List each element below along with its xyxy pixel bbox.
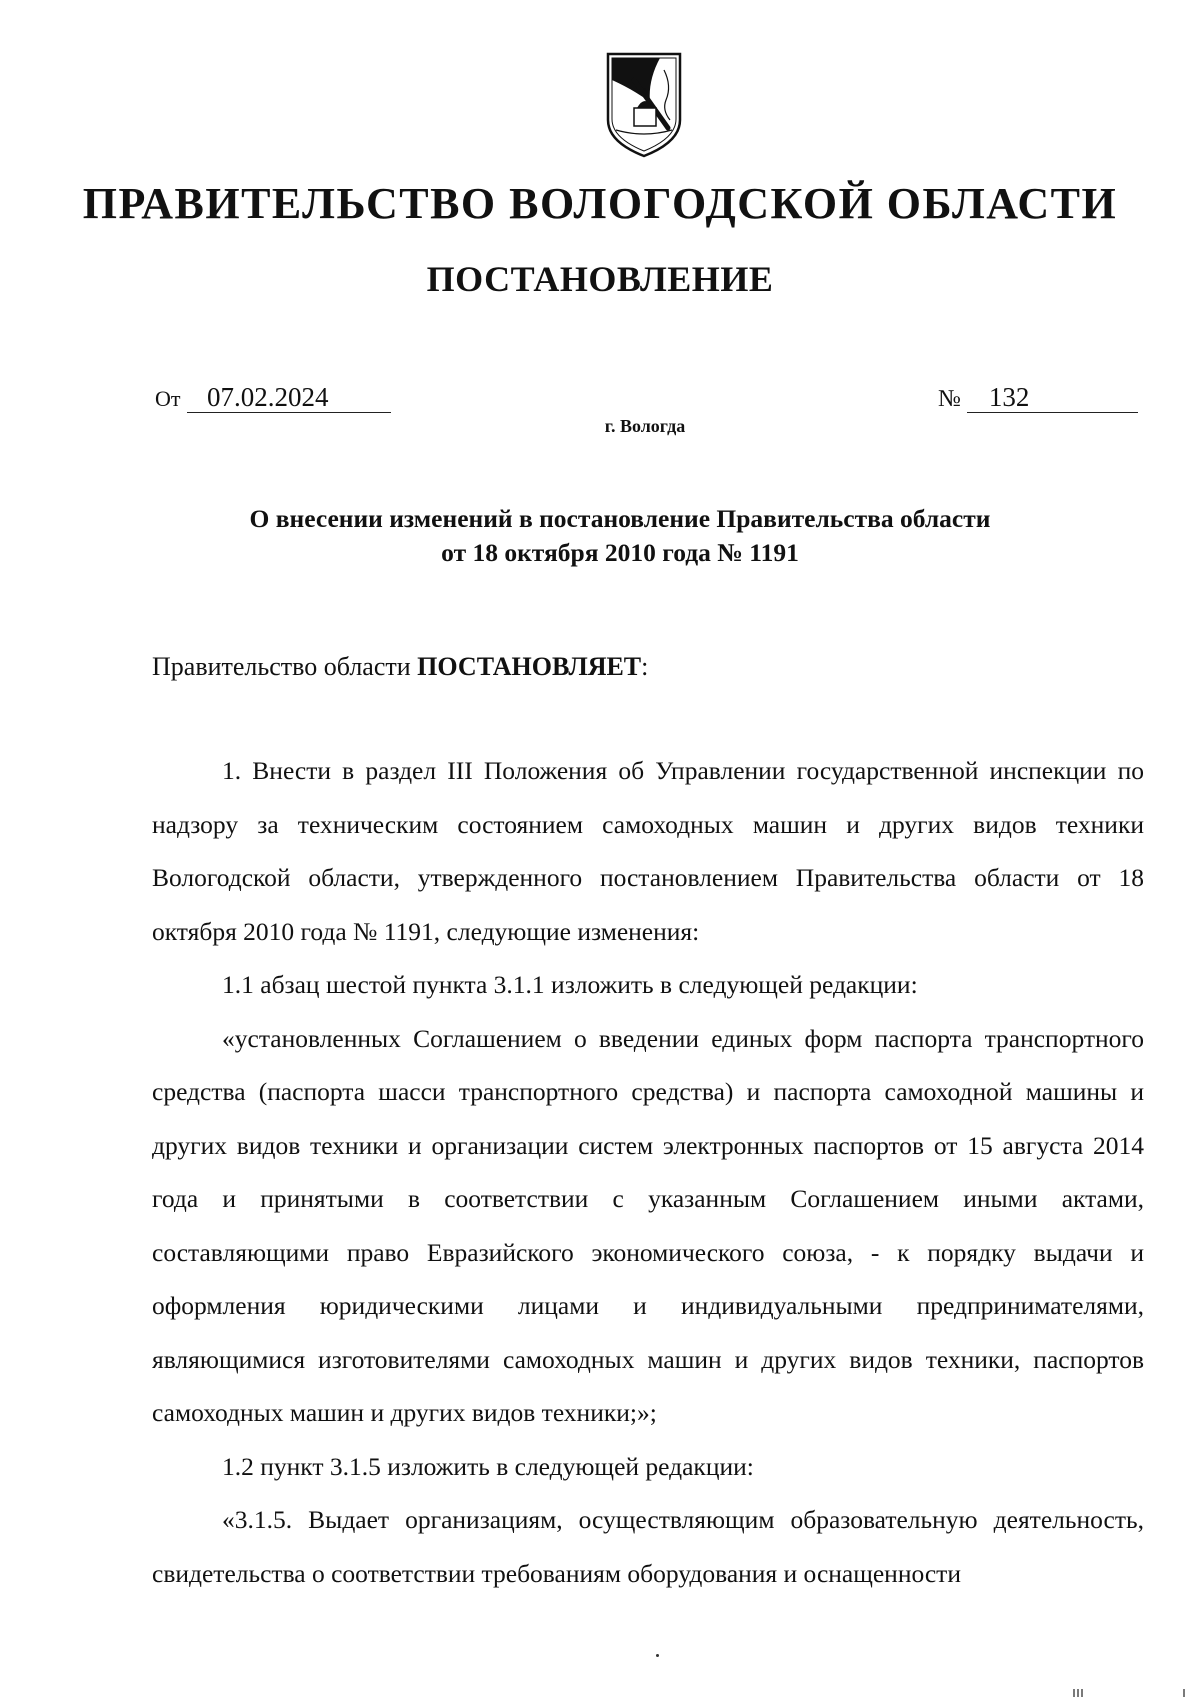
resolution-intro (152, 652, 648, 682)
document-number-row (938, 382, 1138, 413)
document-body (152, 744, 1144, 1600)
city-label: г. Вологда (604, 416, 686, 436)
body-paragraph: 1. Внести в раздел III Положения об Управлении государственной инспекции по надзору за техническим состоянием самоходных машин и других видов техники Вологодской области, утвержденного постановлением Правительства области от 18 октября 2010 года № 1191, следующие изменения: (152, 756, 1144, 946)
number-prefix: № (938, 386, 961, 412)
body-paragraph: 1.2 пункт 3.1.5 изложить в следующей редакции: (222, 1451, 754, 1481)
document-number: 132 (967, 382, 1138, 413)
document-subject (180, 502, 1060, 570)
body-paragraph: 1.1 абзац шестой пункта 3.1.1 изложить в следующей редакции: (222, 970, 918, 999)
coat-of-arms-icon (604, 50, 684, 160)
document-date: 07.02.2024 (187, 382, 391, 413)
subject-line: от 18 октября 2010 года № 1191 (441, 538, 799, 567)
intro-text: Правительство области (152, 652, 418, 681)
subject-line: О внесении изменений в постановление Правительства области (249, 504, 991, 533)
document-date-row (155, 382, 391, 413)
document-type: ПОСТАНОВЛЕНИЕ (426, 259, 774, 299)
issuing-authority: ПРАВИТЕЛЬСТВО ВОЛОГОДСКОЙ ОБЛАСТИ (82, 179, 1118, 228)
body-paragraph: «установленных Соглашением о введении единых форм паспорта транспортного средства (паспорта шасси транспортного средства) и паспорта самоходной машины и других видов техники и организации систем электронных паспортов от 15 августа 2014 года и принятыми в соответствии с указанным Соглашением иными актами, составляющими право Евразийского экономического союза, - к порядку выдачи и оформления юридическими лицами и индивидуальными предпринимателями, являющимися изготовителями самоходных машин и других видов техники, паспортов самоходных машин и других видов техники;»; (152, 1023, 1144, 1427)
scan-artifact-dot (656, 1654, 659, 1657)
scan-artifact-marks (1072, 1688, 1187, 1697)
date-prefix: От (155, 386, 181, 411)
body-paragraph: «3.1.5. Выдает организациям, осуществляющим образовательную деятельность, свидетельства о соответствии требованиям оборудования и оснащенности (152, 1505, 1144, 1588)
intro-emphasis: ПОСТАНОВЛЯЕТ (417, 652, 642, 681)
intro-suffix: : (641, 652, 649, 681)
